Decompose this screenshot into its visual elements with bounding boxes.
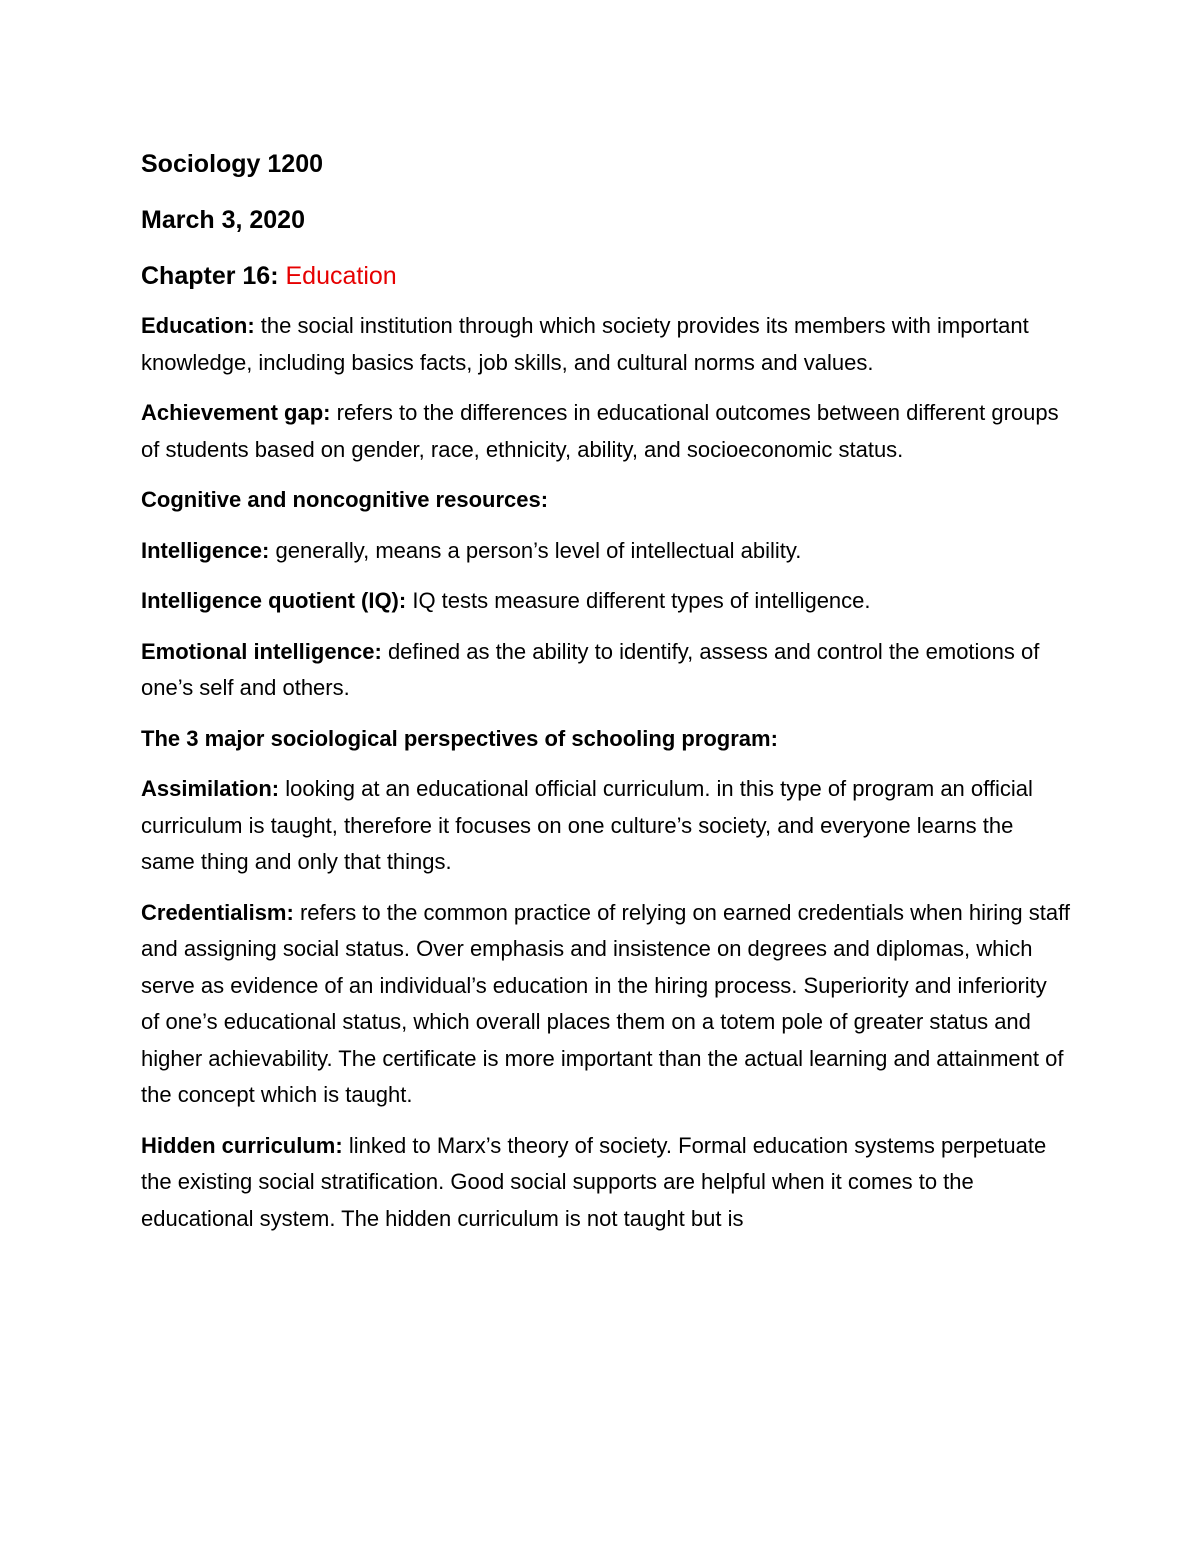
term-label: Credentialism:	[141, 899, 294, 925]
chapter-title: Education	[285, 262, 397, 290]
section-heading-resources: Cognitive and noncognitive resources:	[141, 487, 549, 512]
definition-achievement-gap	[141, 395, 1071, 468]
term-definition: refers to the differences in educational outcomes between different groups of students based on gender, race, ethnicity, ability, and socioeconomic status.	[141, 400, 1059, 462]
term-label: Assimilation:	[141, 776, 280, 801]
term-label: Hidden curriculum:	[141, 1132, 343, 1158]
term-label: Intelligence:	[141, 537, 270, 563]
term-definition: linked to Marx’s theory of society. Formal education systems perpetuate the existing social stratification. Good social supports are helpful when it comes to the educational system. The hidden curriculum is not taught but is	[141, 1132, 1047, 1231]
term-definition: the social institution through which society provides its members with important knowledge, including basics facts, job skills, and cultural norms and values.	[141, 313, 1029, 375]
term-definition: looking at an educational official curriculum. in this type of program an official curriculum is taught, therefore it focuses on one culture’s society, and everyone learns the same thing and only that things.	[141, 776, 1033, 874]
term-definition: defined as the ability to identify, assess and control the emotions of one’s self and others.	[141, 638, 1040, 700]
section-heading-perspectives: The 3 major sociological perspectives of schooling program:	[141, 725, 778, 751]
term-label: Emotional intelligence:	[141, 638, 382, 664]
term-label: Achievement gap:	[141, 400, 331, 425]
chapter-heading	[141, 258, 1071, 294]
definition-emotional-intelligence	[141, 634, 1071, 707]
term-definition: generally, means a person’s level of intellectual ability.	[275, 537, 802, 563]
definition-intelligence	[141, 533, 1071, 570]
definition-education	[141, 308, 1071, 381]
definition-hidden-curriculum	[141, 1128, 1071, 1238]
term-definition: refers to the common practice of relying on earned credentials when hiring staff and assigning social status. Over emphasis and insistence on degrees and diplomas, which serve as evidence of an individual’s education in the hiring process. Superiority and inferiority of one’s educational status, which overall places them on a totem pole of greater status and higher achievability. The certificate is more important than the actual learning and attainment of the concept which is taught.	[141, 899, 1070, 1107]
definition-assimilation	[141, 771, 1071, 881]
document-body	[141, 146, 1071, 1251]
lecture-date: March 3, 2020	[141, 206, 305, 234]
term-label: Education:	[141, 313, 255, 338]
term-label: Intelligence quotient (IQ):	[141, 588, 407, 613]
definition-credentialism	[141, 895, 1071, 1114]
term-definition: IQ tests measure different types of intelligence.	[412, 588, 871, 613]
chapter-prefix: Chapter 16:	[141, 262, 279, 290]
definition-iq	[141, 583, 1071, 620]
course-title: Sociology 1200	[141, 150, 324, 178]
